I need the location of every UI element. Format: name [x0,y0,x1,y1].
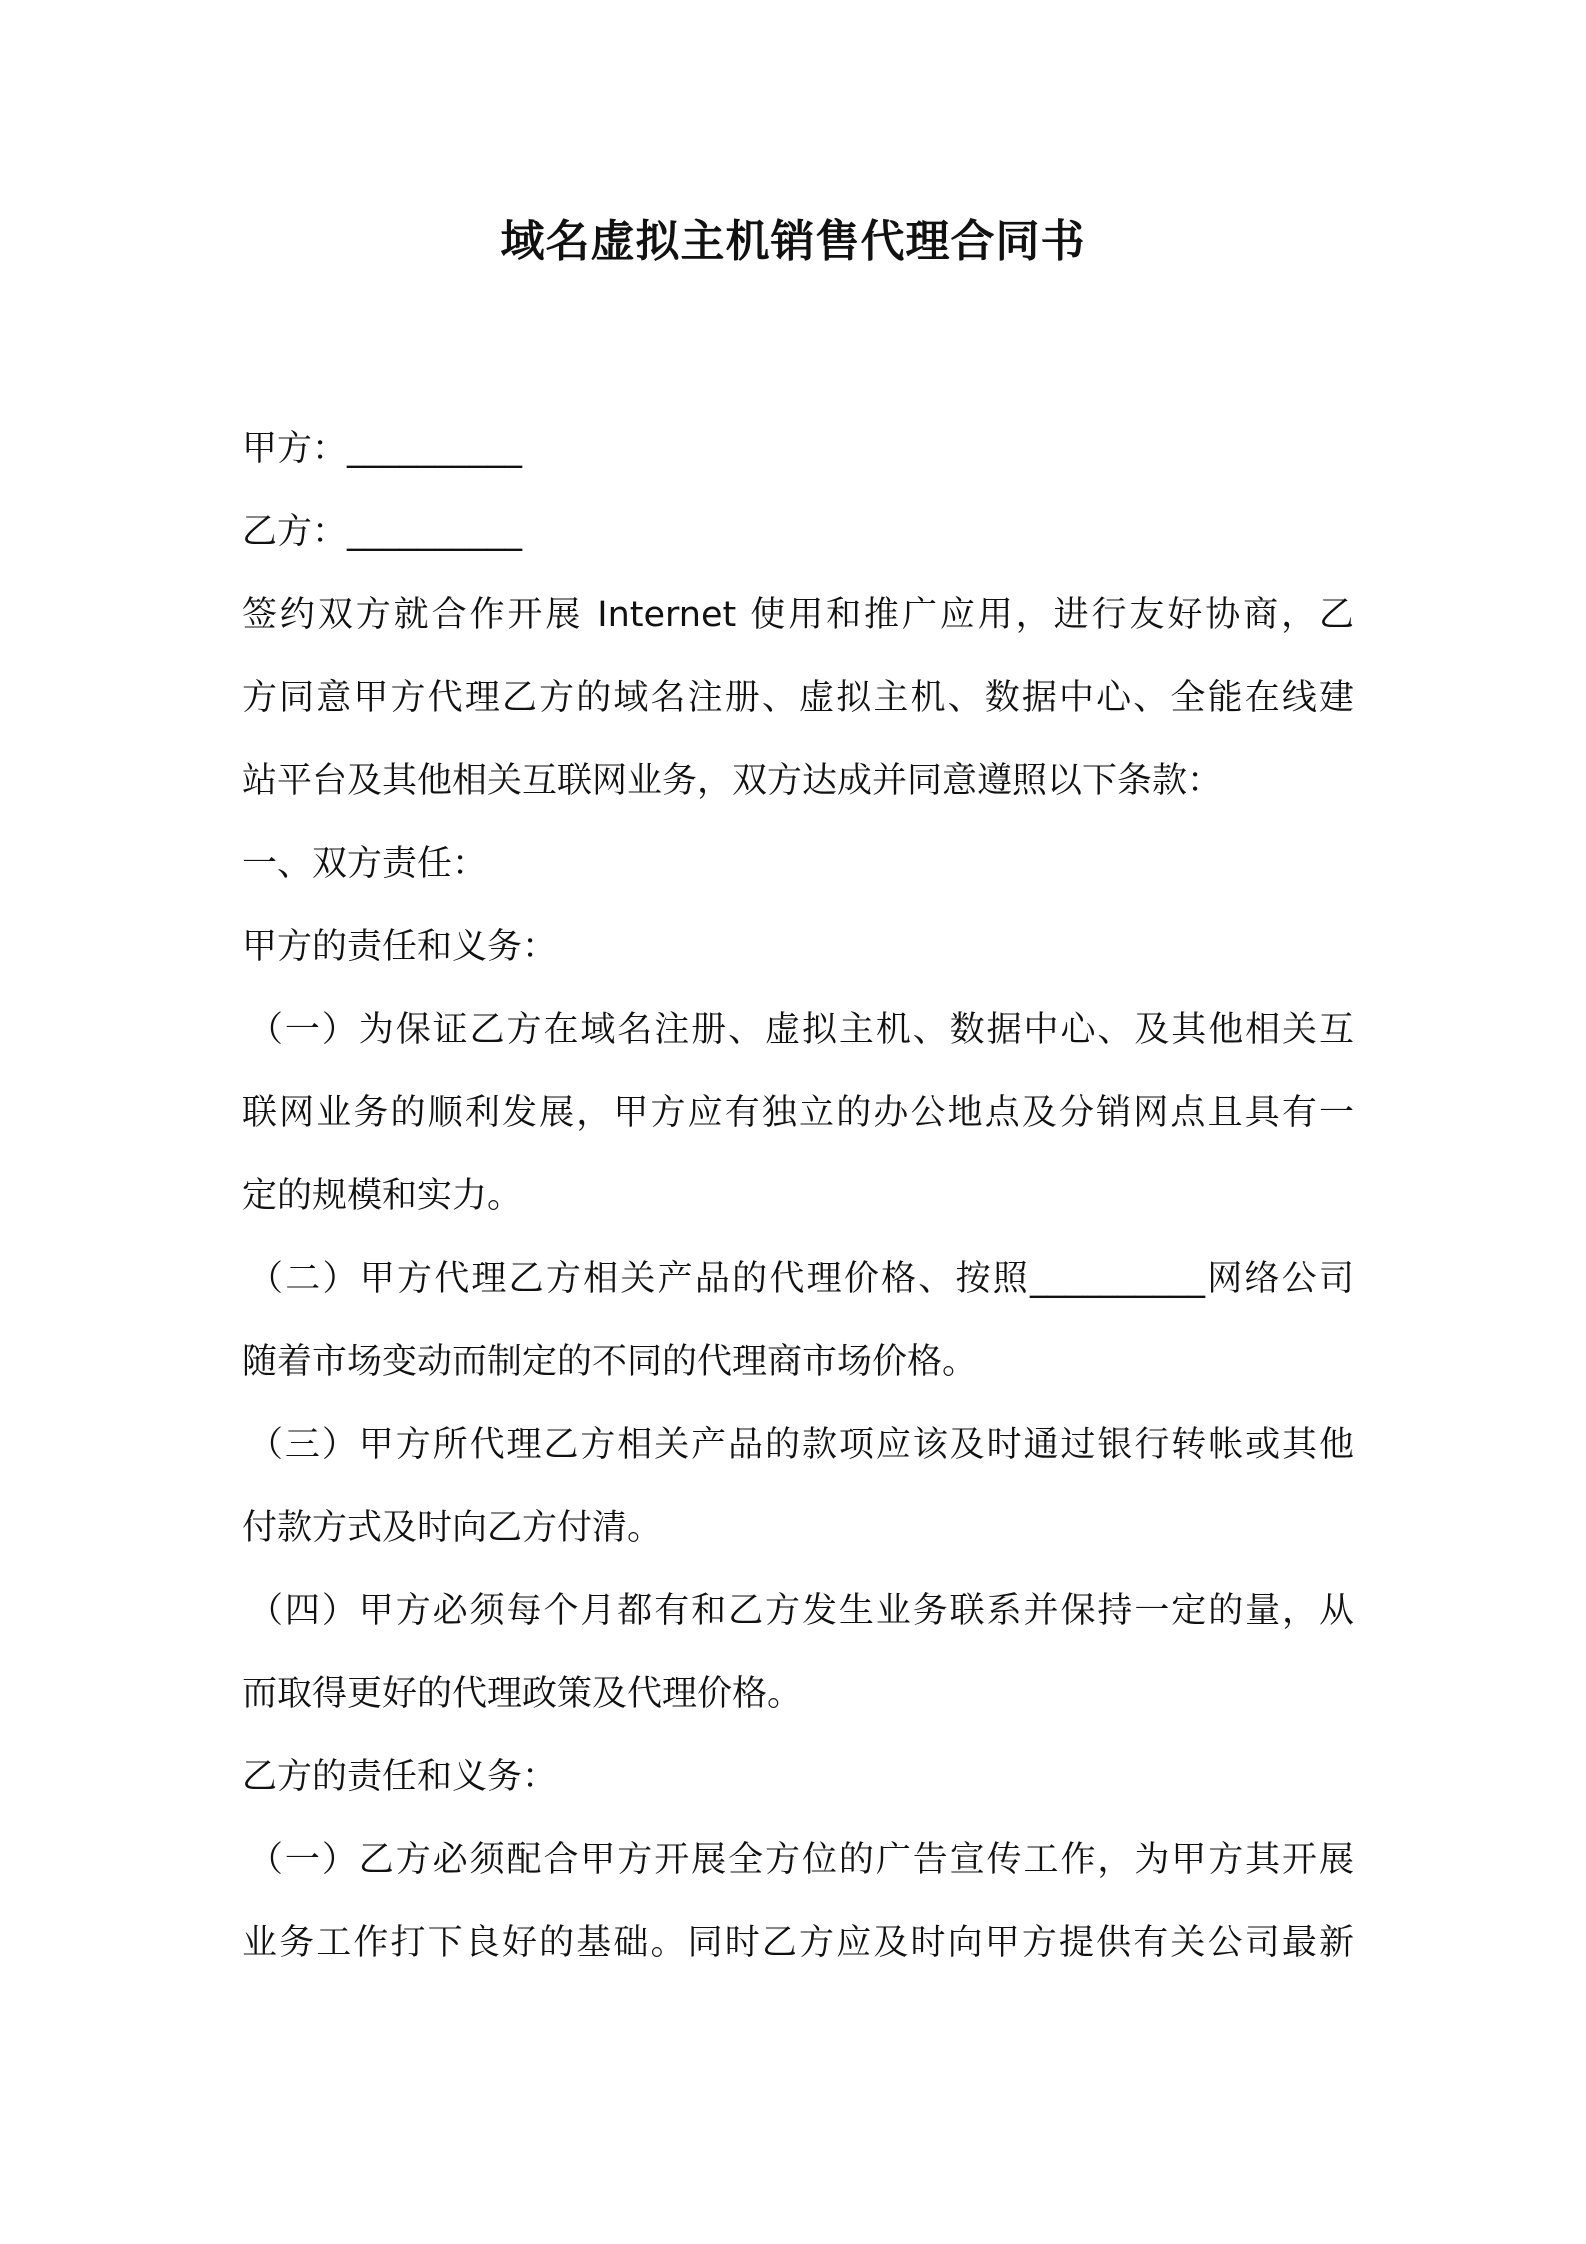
party-a-duties-heading: 甲方的责任和义务： [242,927,558,967]
party-a-clause-1-line-2: 联网业务的顺利发展，甲方应有独立的办公地点及分销网点且具有一 [242,1093,1354,1133]
party-a-clause-2-line-1: （二）甲方代理乙方相关产品的代理价格、按照__________网络公司 [248,1259,1354,1299]
party-b-clause-1-line-2: 业务工作打下良好的基础。同时乙方应及时向甲方提供有关公司最新 [242,1923,1354,1963]
document-body [242,408,1354,1985]
party-a-clause-2-line-2: 随着市场变动而制定的不同的代理商市场价格。 [242,1342,978,1382]
party-a-clause-3-line-1: （三）甲方所代理乙方相关产品的款项应该及时通过银行转帐或其他 [248,1425,1354,1465]
party-b-line: 乙方：__________ [242,512,523,552]
preamble-line-1: 签约双方就合作开展 Internet 使用和推广应用，进行友好协商，乙 [242,595,1354,635]
party-a-clause-1-line-1: （一）为保证乙方在域名注册、虚拟主机、数据中心、及其他相关互 [248,1010,1354,1050]
document-title: 域名虚拟主机销售代理合同书 [500,216,1086,267]
party-a-line: 甲方：__________ [242,429,523,469]
party-b-clause-1-line-1: （一）乙方必须配合甲方开展全方位的广告宣传工作，为甲方其开展 [248,1840,1354,1880]
preamble-line-2: 方同意甲方代理乙方的域名注册、虚拟主机、数据中心、全能在线建 [242,678,1354,718]
preamble-line-3: 站平台及其他相关互联网业务，双方达成并同意遵照以下条款： [242,761,1223,801]
party-a-clause-3-line-2: 付款方式及时向乙方付清。 [242,1508,663,1548]
section-heading: 一、双方责任： [242,844,488,884]
party-a-clause-1-line-3: 定的规模和实力。 [242,1176,523,1216]
party-a-clause-4-line-1: （四）甲方必须每个月都有和乙方发生业务联系并保持一定的量，从 [248,1591,1354,1631]
party-b-duties-heading: 乙方的责任和义务： [242,1757,558,1797]
party-a-clause-4-line-2: 而取得更好的代理政策及代理价格。 [242,1674,803,1714]
